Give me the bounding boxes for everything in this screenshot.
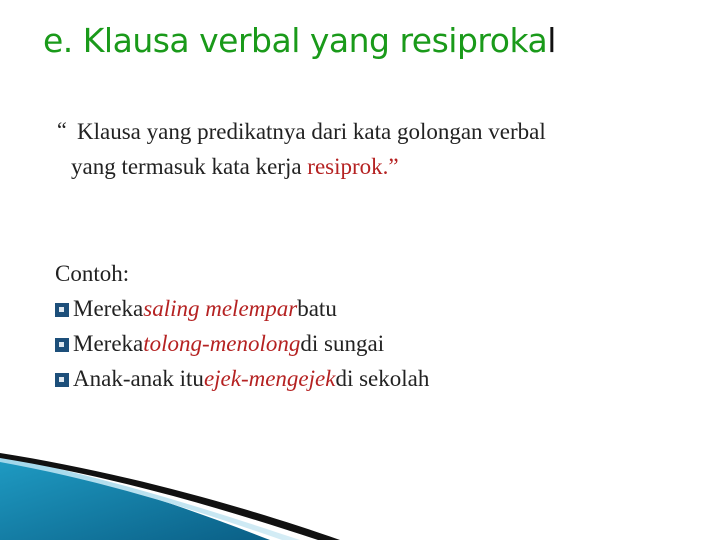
opening-quote-mark: “ xyxy=(57,117,67,142)
definition-line-2-text: yang termasuk kata kerja xyxy=(71,154,308,179)
definition-line-1-text: Klausa yang predikatnya dari kata golongan verbal xyxy=(77,119,546,144)
example-text: Mereka xyxy=(73,331,144,356)
examples-heading: Contoh: xyxy=(55,261,130,286)
closing-quote-mark: ” xyxy=(388,154,399,179)
example-text-end: batu xyxy=(297,296,337,321)
example-text: Anak-anak itu xyxy=(73,366,204,391)
example-text-end: di sekolah xyxy=(335,366,430,391)
example-text-end: di sungai xyxy=(300,331,385,356)
example-italic-phrase: tolong-menolong xyxy=(143,331,301,356)
definition-accent-term: resiprok. xyxy=(307,154,389,179)
example-italic-phrase: ejek-mengejek xyxy=(203,366,336,391)
example-italic-phrase: saling melempar xyxy=(143,296,298,321)
example-text: Mereka xyxy=(73,296,144,321)
slide-title-last-letter: l xyxy=(547,21,556,60)
slide-title-text: e. Klausa verbal yang resiproka xyxy=(43,21,548,60)
